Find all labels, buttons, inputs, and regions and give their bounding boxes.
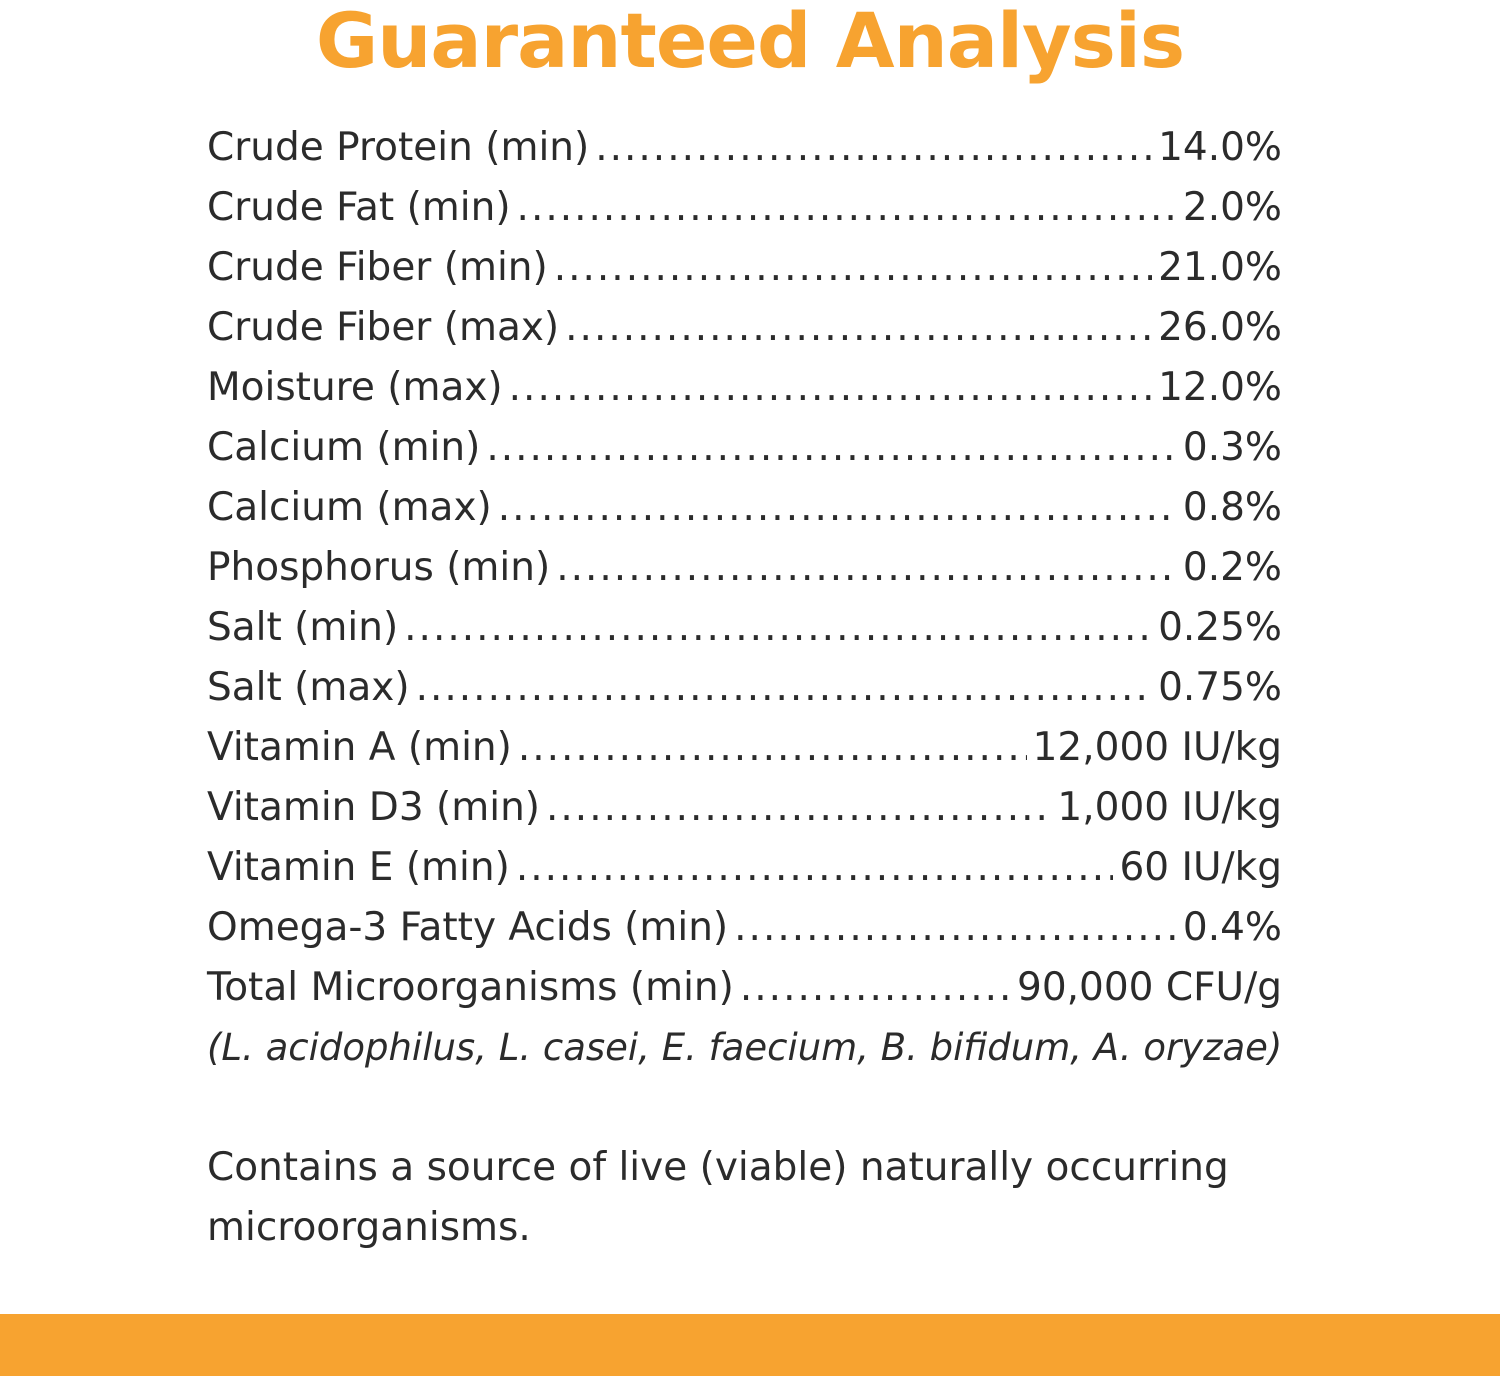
analysis-label: Moisture (max) bbox=[207, 365, 503, 410]
analysis-row-crude-fat-min bbox=[207, 178, 1282, 238]
analysis-value: 0.3% bbox=[1182, 425, 1282, 470]
analysis-row-vitamin-a-min bbox=[207, 718, 1282, 778]
analysis-value: 0.2% bbox=[1182, 545, 1282, 590]
analysis-label: Total Microorganisms (min) bbox=[207, 965, 734, 1010]
analysis-value: 2.0% bbox=[1182, 185, 1282, 230]
analysis-row-crude-fiber-max bbox=[207, 298, 1282, 358]
analysis-value: 0.25% bbox=[1158, 605, 1282, 650]
analysis-label: Calcium (min) bbox=[207, 425, 481, 470]
analysis-value: 0.75% bbox=[1158, 665, 1282, 710]
analysis-row-crude-fiber-min bbox=[207, 238, 1282, 298]
dot-leader bbox=[740, 958, 1011, 1018]
live-microorganisms-statement: Contains a source of live (viable) naturally occurring microorganisms. bbox=[207, 1145, 1229, 1250]
analysis-row-moisture-max bbox=[207, 358, 1282, 418]
analysis-value: 90,000 CFU/g bbox=[1017, 965, 1282, 1010]
analysis-row-vitamin-d3-min bbox=[207, 778, 1282, 838]
dot-leader bbox=[404, 598, 1152, 658]
analysis-label: Omega-3 Fatty Acids (min) bbox=[207, 905, 729, 950]
analysis-value: 21.0% bbox=[1158, 245, 1282, 290]
dot-leader bbox=[734, 898, 1177, 958]
dot-leader bbox=[554, 238, 1152, 298]
dot-leader bbox=[518, 718, 1027, 778]
analysis-label: Salt (min) bbox=[207, 605, 399, 650]
microorganism-strains-note: (L. acidophilus, L. casei, E. faecium, B. bifidum, A. oryzae) bbox=[207, 1026, 1283, 1069]
analysis-row-omega-3-fatty-acids-min bbox=[207, 898, 1282, 958]
analysis-label: Crude Fat (min) bbox=[207, 185, 511, 230]
analysis-label: Crude Fiber (min) bbox=[207, 245, 548, 290]
analysis-value: 26.0% bbox=[1158, 305, 1282, 350]
analysis-value: 0.4% bbox=[1182, 905, 1282, 950]
analysis-value: 14.0% bbox=[1158, 125, 1282, 170]
analysis-value: 1,000 IU/kg bbox=[1057, 785, 1282, 830]
analysis-row-salt-max bbox=[207, 658, 1282, 718]
dot-leader bbox=[595, 118, 1152, 178]
dot-leader bbox=[416, 658, 1153, 718]
analysis-label: Crude Protein (min) bbox=[207, 125, 590, 170]
dot-leader bbox=[516, 838, 1114, 898]
analysis-value: 12.0% bbox=[1158, 365, 1282, 410]
dot-leader bbox=[509, 358, 1152, 418]
analysis-label: Salt (max) bbox=[207, 665, 410, 710]
analysis-label: Phosphorus (min) bbox=[207, 545, 551, 590]
analysis-row-total-microorganisms-min bbox=[207, 958, 1282, 1018]
analysis-value: 0.8% bbox=[1182, 485, 1282, 530]
analysis-row-phosphorus-min bbox=[207, 538, 1282, 598]
analysis-row-calcium-min bbox=[207, 418, 1282, 478]
analysis-value: 12,000 IU/kg bbox=[1032, 725, 1282, 770]
analysis-row-vitamin-e-min bbox=[207, 838, 1282, 898]
analysis-value: 60 IU/kg bbox=[1119, 845, 1282, 890]
footer-accent-bar bbox=[0, 1314, 1500, 1376]
dot-leader bbox=[498, 478, 1177, 538]
analysis-label: Vitamin D3 (min) bbox=[207, 785, 541, 830]
guaranteed-analysis-list bbox=[207, 118, 1282, 1018]
dot-leader bbox=[556, 538, 1177, 598]
analysis-row-salt-min bbox=[207, 598, 1282, 658]
page-title: Guaranteed Analysis bbox=[315, 0, 1185, 85]
analysis-row-crude-protein-min bbox=[207, 118, 1282, 178]
analysis-label: Calcium (max) bbox=[207, 485, 492, 530]
analysis-row-calcium-max bbox=[207, 478, 1282, 538]
dot-leader bbox=[546, 778, 1051, 838]
analysis-label: Vitamin A (min) bbox=[207, 725, 512, 770]
dot-leader bbox=[486, 418, 1177, 478]
dot-leader bbox=[517, 178, 1177, 238]
analysis-label: Crude Fiber (max) bbox=[207, 305, 560, 350]
analysis-label: Vitamin E (min) bbox=[207, 845, 510, 890]
dot-leader bbox=[565, 298, 1152, 358]
